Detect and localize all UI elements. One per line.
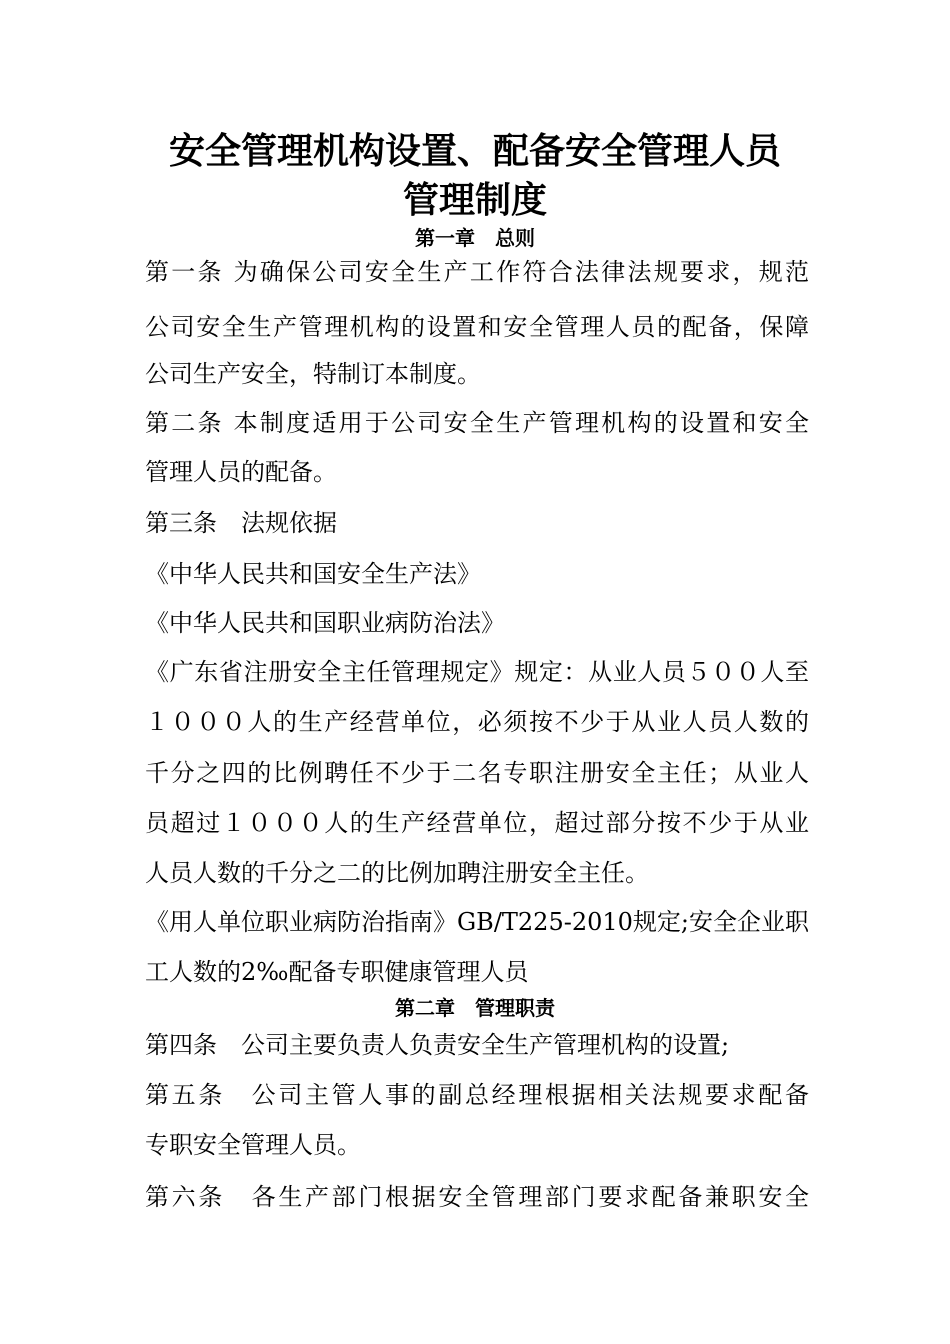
law-reference-3-line-2: １０００人的生产经营单位，必须按不少于从业人员人数的 xyxy=(145,708,809,736)
article-5-line-1: 第五条 公司主管人事的副总经理根据相关法规要求配备 xyxy=(145,1081,809,1109)
article-1-line-2: 公司安全生产管理机构的设置和安全管理人员的配备，保障 xyxy=(145,313,809,341)
law-reference-3-line-1: 《广东省注册安全主任管理规定》规定：从业人员５００人至 xyxy=(145,658,809,686)
law-reference-2: 《中华人民共和国职业病防治法》 xyxy=(145,609,505,637)
article-2-line-2: 管理人员的配备。 xyxy=(145,458,337,486)
article-4-line-1: 第四条 公司主要负责人负责安全生产管理机构的设置; xyxy=(145,1031,730,1059)
article-2-line-1: 第二条 本制度适用于公司安全生产管理机构的设置和安全 xyxy=(145,409,809,437)
chapter-1-heading: 第一章 总则 xyxy=(415,226,535,250)
article-3-heading: 第三条 法规依据 xyxy=(145,509,337,537)
law-reference-4-line-1: 《用人单位职业病防治指南》GB/T225-2010规定;安全企业职 xyxy=(145,908,809,936)
law-reference-3-line-4: 员超过１０００人的生产经营单位，超过部分按不少于从业 xyxy=(145,809,809,837)
article-5-line-2: 专职安全管理人员。 xyxy=(145,1131,361,1159)
chapter-2-heading: 第二章 管理职责 xyxy=(395,996,555,1020)
law-reference-4-line-2: 工人数的2‰配备专职健康管理人员 xyxy=(145,958,529,986)
law-reference-3-line-3: 千分之四的比例聘任不少于二名专职注册安全主任；从业人 xyxy=(145,759,809,787)
article-1-line-3: 公司生产安全，特制订本制度。 xyxy=(145,360,481,388)
law-reference-1: 《中华人民共和国安全生产法》 xyxy=(145,560,481,588)
law-reference-3-line-5: 人员人数的千分之二的比例加聘注册安全主任。 xyxy=(145,859,649,887)
article-1-line-1: 第一条 为确保公司安全生产工作符合法律法规要求，规范 xyxy=(145,258,809,286)
document-title-line-2: 管理制度 xyxy=(402,180,547,221)
document-title-line-1: 安全管理机构设置、配备安全管理人员 xyxy=(168,131,781,172)
article-6-line-1: 第六条 各生产部门根据安全管理部门要求配备兼职安全 xyxy=(145,1183,809,1211)
